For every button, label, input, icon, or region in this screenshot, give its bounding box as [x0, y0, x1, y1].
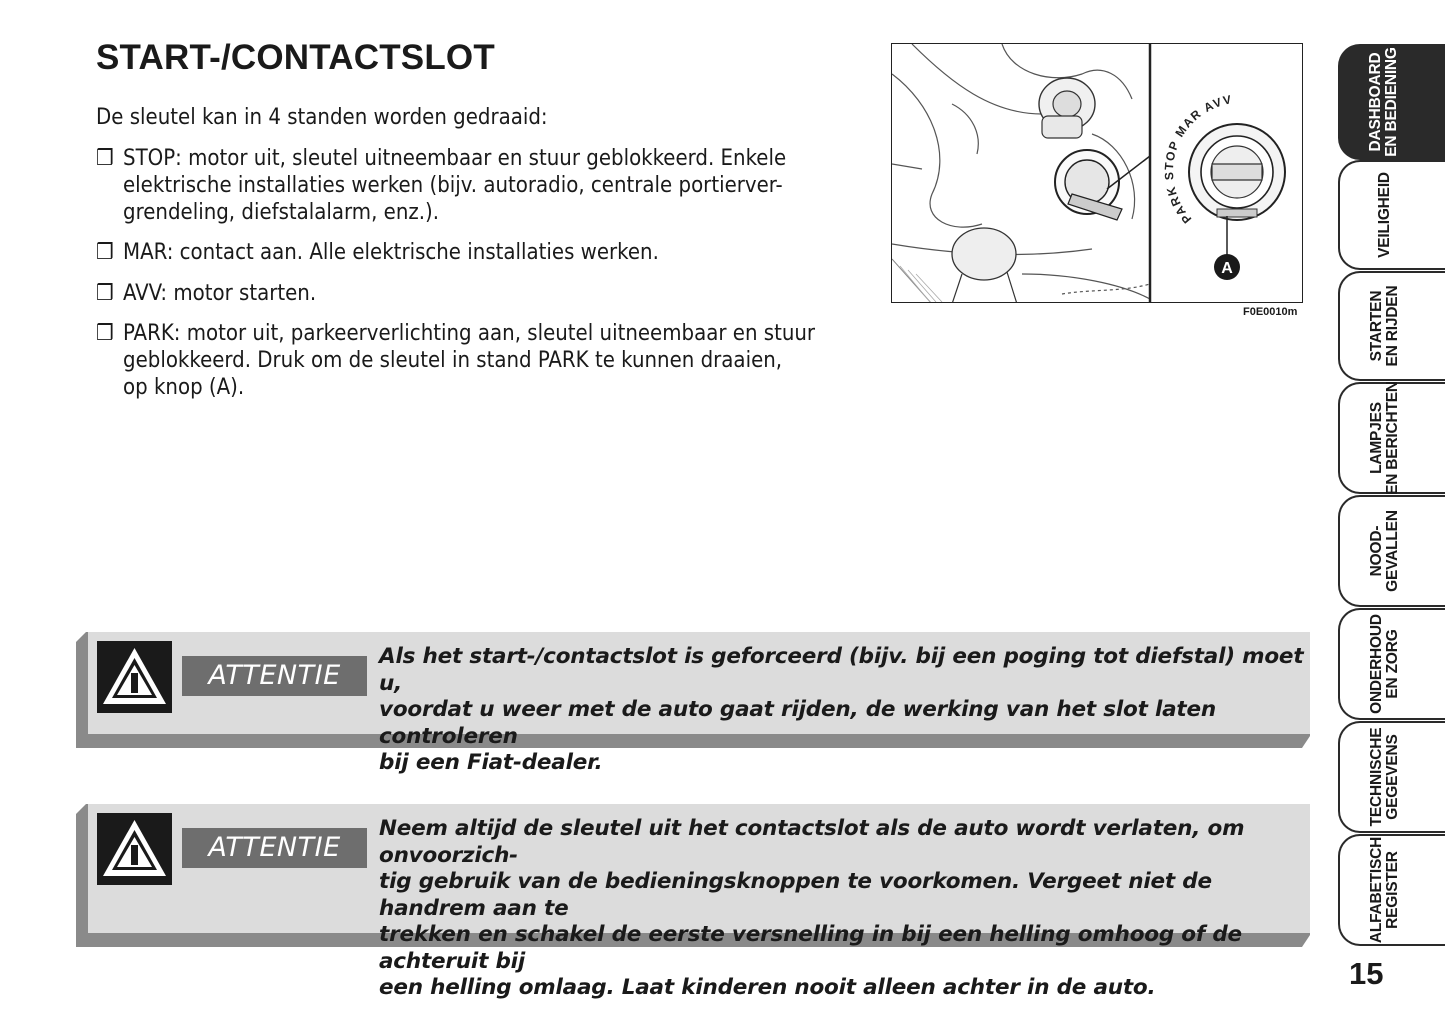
item-line: op knop (A). [123, 375, 245, 400]
tab-lampjes[interactable] [1338, 382, 1445, 494]
tab-label: DASHBOARD EN BEDIENING [1366, 47, 1400, 157]
checkbox-bullet-icon: ❒ [96, 321, 114, 346]
page-number: 15 [1349, 956, 1384, 991]
figure-code: F0E0010m [1243, 306, 1298, 318]
tab-label: TECHNISCHE GEGEVENS [1367, 727, 1401, 827]
list-item-avv [96, 280, 866, 307]
tab-label: LAMPJES EN BERICHTEN [1367, 381, 1401, 495]
warning-line: Als het start-/contactslot is geforceerd (bijv. bij een poging tot diefstal) moet u, [379, 644, 1304, 696]
ignition-drawing [892, 44, 1303, 303]
item-line: grendeling, diefstalalarm, enz.). [123, 200, 440, 225]
page-title: START-/CONTACTSLOT [96, 38, 495, 77]
item-line: PARK: motor uit, parkeerverlichting aan, sleutel uitneembaar en stuur [123, 321, 816, 346]
tab-label: ONDERHOUD EN ZORG [1367, 614, 1401, 714]
warning-line: trekken en schakel de eerste versnelling in bij een helling omhoog of de achteruit bij [379, 922, 1242, 974]
tab-technische-gegevens[interactable] [1338, 721, 1445, 833]
tab-alfabetisch-register[interactable] [1338, 834, 1445, 946]
tab-label: STARTEN EN RIJDEN [1367, 285, 1401, 367]
tab-starten[interactable] [1338, 271, 1445, 381]
item-line: STOP: motor uit, sleutel uitneembaar en stuur geblokkeerd. Enkele [123, 146, 787, 171]
tab-onderhoud[interactable] [1338, 608, 1445, 720]
list-item-park [96, 320, 866, 401]
checkbox-bullet-icon: ❒ [96, 281, 114, 306]
item-line: AVV: motor starten. [123, 281, 317, 306]
warning-triangle-icon [97, 641, 172, 713]
warning-line: tig gebruik van de bedieningsknoppen te voorkomen. Vergeet niet de handrem aan te [379, 869, 1212, 921]
tab-dashboard[interactable] [1338, 44, 1445, 160]
tab-label: VEILIGHEID [1375, 172, 1393, 258]
list-item-stop [96, 145, 866, 226]
intro-text: De sleutel kan in 4 standen worden gedraaid: [96, 105, 548, 130]
warning-line: een helling omlaag. Laat kinderen nooit alleen achter in de auto. [379, 975, 1156, 1000]
warning-text [379, 644, 1304, 777]
warning-line: voordat u weer met de auto gaat rijden, de werking van het slot laten controleren [379, 697, 1216, 749]
dial-positions-label: PARK STOP MAR AVV [1161, 92, 1234, 227]
tab-veiligheid[interactable] [1338, 160, 1445, 270]
checkbox-bullet-icon: ❒ [96, 146, 114, 171]
warning-label: ATTENTIE [182, 656, 367, 696]
warning-text [379, 816, 1304, 1002]
warning-box [76, 804, 1310, 1000]
ignition-illustration [891, 43, 1303, 303]
tab-label: NOOD- GEVALLEN [1367, 510, 1401, 592]
item-line: MAR: contact aan. Alle elektrische installaties werken. [123, 240, 659, 265]
item-line: geblokkeerd. Druk om de sleutel in stand PARK te kunnen draaien, [123, 348, 783, 373]
list-item-mar [96, 239, 866, 266]
tab-noodgevallen[interactable] [1338, 495, 1445, 607]
warning-box [76, 632, 1310, 775]
warning-line: bij een Fiat-dealer. [379, 750, 603, 775]
warning-line: Neem altijd de sleutel uit het contactslot als de auto wordt verlaten, om onvoorzich- [379, 816, 1245, 868]
warning-label: ATTENTIE [182, 828, 367, 868]
callout-a-label: A [1221, 260, 1233, 277]
tab-label: ALFABETISCH REGISTER [1367, 836, 1401, 944]
item-line: elektrische installaties werken (bijv. autoradio, centrale portierver- [123, 173, 783, 198]
checkbox-bullet-icon: ❒ [96, 240, 114, 265]
warning-triangle-icon [97, 813, 172, 885]
